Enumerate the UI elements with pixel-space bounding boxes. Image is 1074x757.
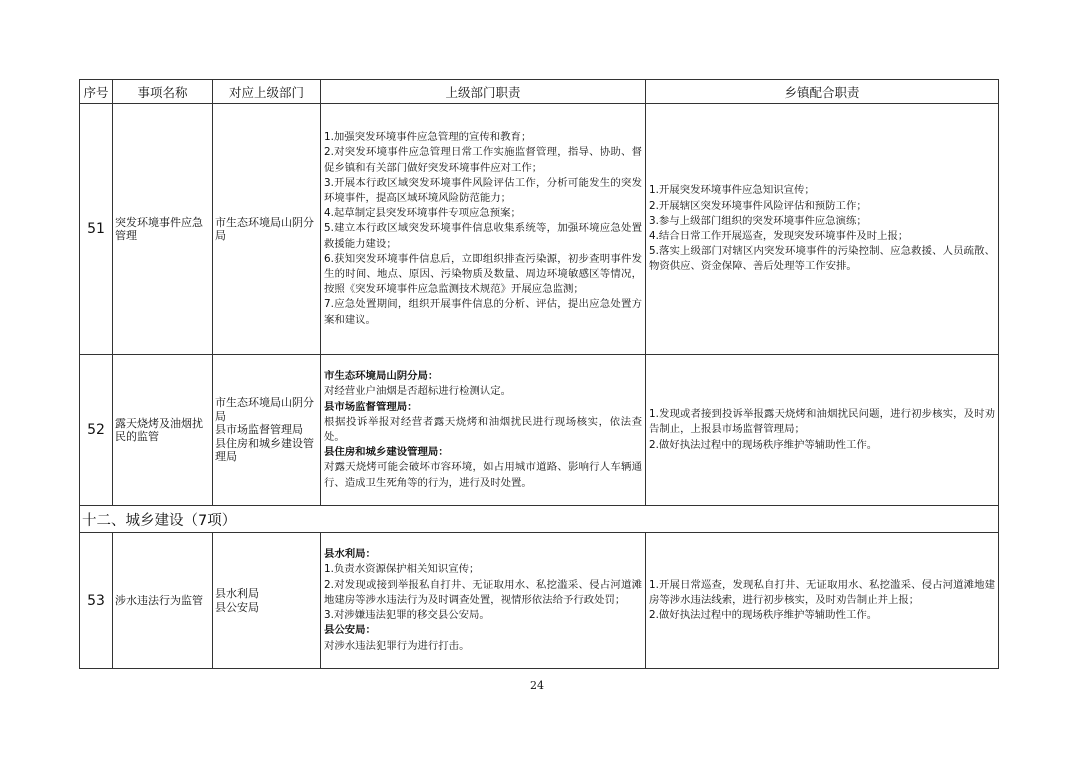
page-number: 24 — [530, 679, 544, 692]
coop-line: 1.发现或者接到投诉举报露天烧烤和油烟扰民问题，进行初步核实，及时劝告制止，上报县市场监督管理局； — [649, 408, 995, 436]
superior-duties-cell — [321, 104, 646, 355]
section-row — [80, 506, 999, 533]
coop-line: 1.开展日常巡查，发现私自打井、无证取用水、私挖滥采、侵占河道滩地建房等涉水违法线索，进行初步核实，及时劝告制止并上报； — [649, 578, 995, 606]
dept-heading: 县公安局： — [324, 624, 376, 637]
duty-line: 根据投诉举报对经营者露天烧烤和油烟扰民进行现场核实，依法查处。 — [324, 415, 642, 443]
dept-heading: 县市场监督管理局： — [324, 400, 418, 413]
header-item-name: 事项名称 — [113, 80, 213, 104]
superior-duties-cell — [321, 533, 646, 669]
coop-line: 3.参与上级部门组织的突发环境事件应急演练； — [649, 214, 867, 227]
dept-line: 县市场监督管理局 — [215, 423, 303, 437]
section-title: 十二、城乡建设（7项） — [80, 506, 999, 533]
dept-cell — [213, 104, 321, 355]
coop-line: 4.结合日常工作开展巡查，发现突发环境事件及时上报； — [649, 230, 909, 242]
coop-line: 1.开展突发环境事件应急知识宣传； — [649, 184, 815, 197]
row-number: 53 — [80, 533, 113, 669]
township-duties-cell — [646, 355, 999, 506]
dept-line: 市生态环境局山阴分局 — [215, 215, 314, 242]
duty-line: 3.对涉嫌违法犯罪的移交县公安局。 — [324, 609, 490, 622]
coop-line: 5.落实上级部门对辖区内突发环境事件的污染控制、应急救援、人员疏散、物资供应、资金保障、善后处理等工作安排。 — [649, 245, 995, 273]
township-duties-cell — [646, 533, 999, 669]
coop-line: 2.做好执法过程中的现场秩序维护等辅助性工作。 — [649, 609, 878, 622]
duty-line: 7.应急处置期间，组织开展事件信息的分析、评估，提出应急处置方案和建议。 — [324, 298, 642, 326]
duty-line: 6.获知突发环境事件信息后，立即组织排查污染源，初步查明事件发生的时间、地点、原因、污染物质及数量、周边环境敏感区等情况，按照《突发环境事件应急监测技术规范》开展应急监测； — [324, 252, 642, 296]
header-superior-dept: 对应上级部门 — [213, 80, 321, 104]
dept-cell — [213, 355, 321, 506]
dept-line: 县水利局 — [215, 587, 259, 600]
table-row-52 — [80, 355, 999, 506]
dept-cell — [213, 533, 321, 669]
duty-line: 2.对发现或接到举报私自打井、无证取用水、私挖滥采、侵占河道滩地建房等涉水违法行为及时调查处置，视情形依法给予行政处罚； — [324, 578, 642, 606]
duty-line: 2.对突发环境事件应急管理日常工作实施监督管理，指导、协助、督促乡镇和有关部门做好突发环境事件应对工作； — [324, 146, 642, 174]
dept-line: 县公安局 — [215, 600, 259, 614]
township-duties-cell — [646, 104, 999, 355]
superior-duties-cell — [321, 355, 646, 506]
duty-line: 1.负责水资源保护相关知识宣传； — [324, 563, 480, 576]
duty-line: 对涉水违法犯罪行为进行打击。 — [324, 639, 470, 652]
coop-line: 2.做好执法过程中的现场秩序维护等辅助性工作。 — [649, 438, 878, 451]
duty-line: 5.建立本行政区域突发环境事件信息收集系统等，加强环境应急处置救援能力建设； — [324, 222, 642, 250]
duty-line: 1.加强突发环境事件应急管理的宣传和教育； — [324, 131, 532, 144]
dept-heading: 县住房和城乡建设管理局： — [324, 446, 449, 459]
duty-line: 对经营业户油烟是否超标进行检测认定。 — [324, 385, 512, 398]
dept-line: 县住房和城乡建设管理局 — [215, 436, 314, 464]
duty-table — [79, 79, 999, 669]
row-number: 52 — [80, 355, 113, 506]
header-no: 序号 — [80, 80, 113, 104]
header-township-duties: 乡镇配合职责 — [646, 80, 999, 104]
coop-line: 2.开展辖区突发环境事件风险评估和预防工作； — [649, 199, 867, 212]
duty-line: 4.起草制定县突发环境事件专项应急预案； — [324, 207, 521, 220]
item-name: 涉水违法行为监管 — [113, 533, 213, 669]
header-superior-duties: 上级部门职责 — [321, 80, 646, 104]
table-row-53 — [80, 533, 999, 669]
duty-line: 对露天烧烤可能会破坏市容环境，如占用城市道路、影响行人车辆通行、造成卫生死角等的行为，进行及时处置。 — [324, 461, 642, 489]
item-name: 露天烧烤及油烟扰民的监管 — [113, 355, 213, 506]
duty-line: 3.开展本行政区域突发环境事件风险评估工作，分析可能发生的突发环境事件，提高区域环境风险防范能力； — [324, 176, 642, 204]
dept-heading: 县水利局： — [324, 548, 376, 561]
row-number: 51 — [80, 104, 113, 355]
header-row — [80, 80, 999, 104]
item-name: 突发环境事件应急管理 — [113, 104, 213, 355]
dept-line: 市生态环境局山阴分局 — [215, 396, 314, 423]
dept-heading: 市生态环境局山阴分局： — [324, 370, 439, 383]
table-row-51 — [80, 104, 999, 355]
